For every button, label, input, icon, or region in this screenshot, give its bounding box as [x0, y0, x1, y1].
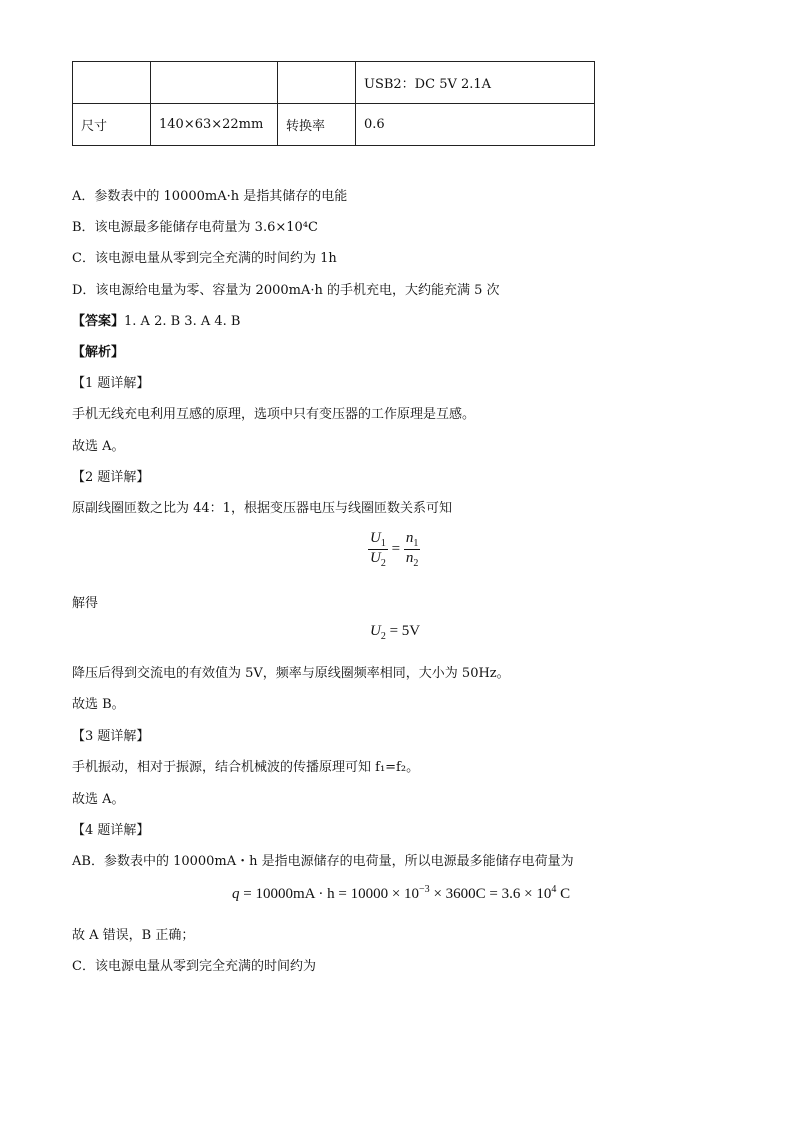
answer-label: 【答案】 — [72, 314, 125, 329]
table-cell: 转换率 — [278, 104, 356, 146]
q3-line1: 手机振动，相对于振源，结合机械波的传播原理可知 f₁=f₂。 — [72, 760, 420, 775]
fraction-n — [404, 530, 421, 569]
option-d: D．该电源给电量为零、容量为 2000mA·h 的手机充电，大约能充满 5 次 — [72, 283, 500, 298]
option-a: A．参数表中的 10000mA·h 是指其储存的电能 — [72, 189, 348, 204]
q2-solve: 解得 — [72, 596, 99, 611]
q2-line1: 原副线圈匝数之比为 44：1，根据变压器电压与线圈匝数关系可知 — [72, 501, 452, 516]
sub: 1 — [380, 538, 386, 549]
symbol-u1: U — [370, 530, 381, 546]
q3-line2: 故选 A。 — [72, 792, 125, 807]
symbol-q: q — [232, 886, 240, 902]
q2-line2: 降压后得到交流电的有效值为 5V，频率与原线圈频率相同，大小为 50Hz。 — [72, 666, 510, 681]
analysis-label: 【解析】 — [72, 345, 125, 360]
q4-line2: 故 A 错误，B 正确； — [72, 928, 195, 943]
q3-heading: 【3 题详解】 — [72, 729, 150, 744]
table-cell: 0.6 — [356, 104, 595, 146]
q4-line1: AB．参数表中的 10000mA・h 是指电源储存的电荷量，所以电源最多能储存电荷量为 — [72, 854, 574, 869]
answer-line — [72, 310, 240, 329]
symbol-u2: U — [370, 623, 381, 639]
fraction-u — [368, 530, 388, 569]
table-cell — [151, 62, 278, 104]
equation-u2 — [370, 623, 420, 642]
symbol-n1: n — [405, 530, 414, 546]
table-cell — [73, 62, 151, 104]
equation-charge — [232, 884, 570, 903]
sub: 2 — [413, 558, 419, 569]
table-cell: 140×63×22mm — [151, 104, 278, 146]
table-row — [73, 62, 595, 104]
answer-text: 1. A 2. B 3. A 4. B — [124, 314, 241, 329]
equation-voltage-ratio: $\frac{U_1}{U_2}$ = $\frac{n_1}{n_2}$ — [370, 530, 419, 569]
symbol-n2: n — [405, 550, 414, 566]
exponent: −3 — [419, 884, 430, 895]
sub: 2 — [380, 558, 386, 569]
symbol-u2: U — [370, 550, 381, 566]
q2-line3: 故选 B。 — [72, 697, 125, 712]
eq-part: = 10000mA · h = 10000 × 10 — [239, 886, 420, 902]
sub: 2 — [380, 631, 386, 642]
q1-heading: 【1 题详解】 — [72, 376, 150, 391]
table-cell: 尺寸 — [73, 104, 151, 146]
q1-line1: 手机无线充电利用互感的原理，选项中只有变压器的工作原理是互感。 — [72, 407, 476, 422]
eq-part: × 3600C = 3.6 × 10 — [429, 886, 552, 902]
q1-line2: 故选 A。 — [72, 439, 125, 454]
option-c: C．该电源电量从零到完全充满的时间约为 1h — [72, 251, 337, 266]
option-b: B．该电源最多能储存电荷量为 3.6×10⁴C — [72, 220, 318, 235]
table-cell — [278, 62, 356, 104]
eq-part: C — [556, 886, 571, 902]
spec-table — [72, 61, 595, 146]
q4-heading: 【4 题详解】 — [72, 823, 150, 838]
exponent: 4 — [551, 884, 557, 895]
q4-line3: C．该电源电量从零到完全充满的时间约为 — [72, 959, 316, 974]
q2-heading: 【2 题详解】 — [72, 470, 150, 485]
table-cell: USB2：DC 5V 2.1A — [356, 62, 595, 104]
sub: 1 — [413, 538, 419, 549]
equation-rhs: = 5V — [385, 623, 421, 639]
table-row — [73, 104, 595, 146]
